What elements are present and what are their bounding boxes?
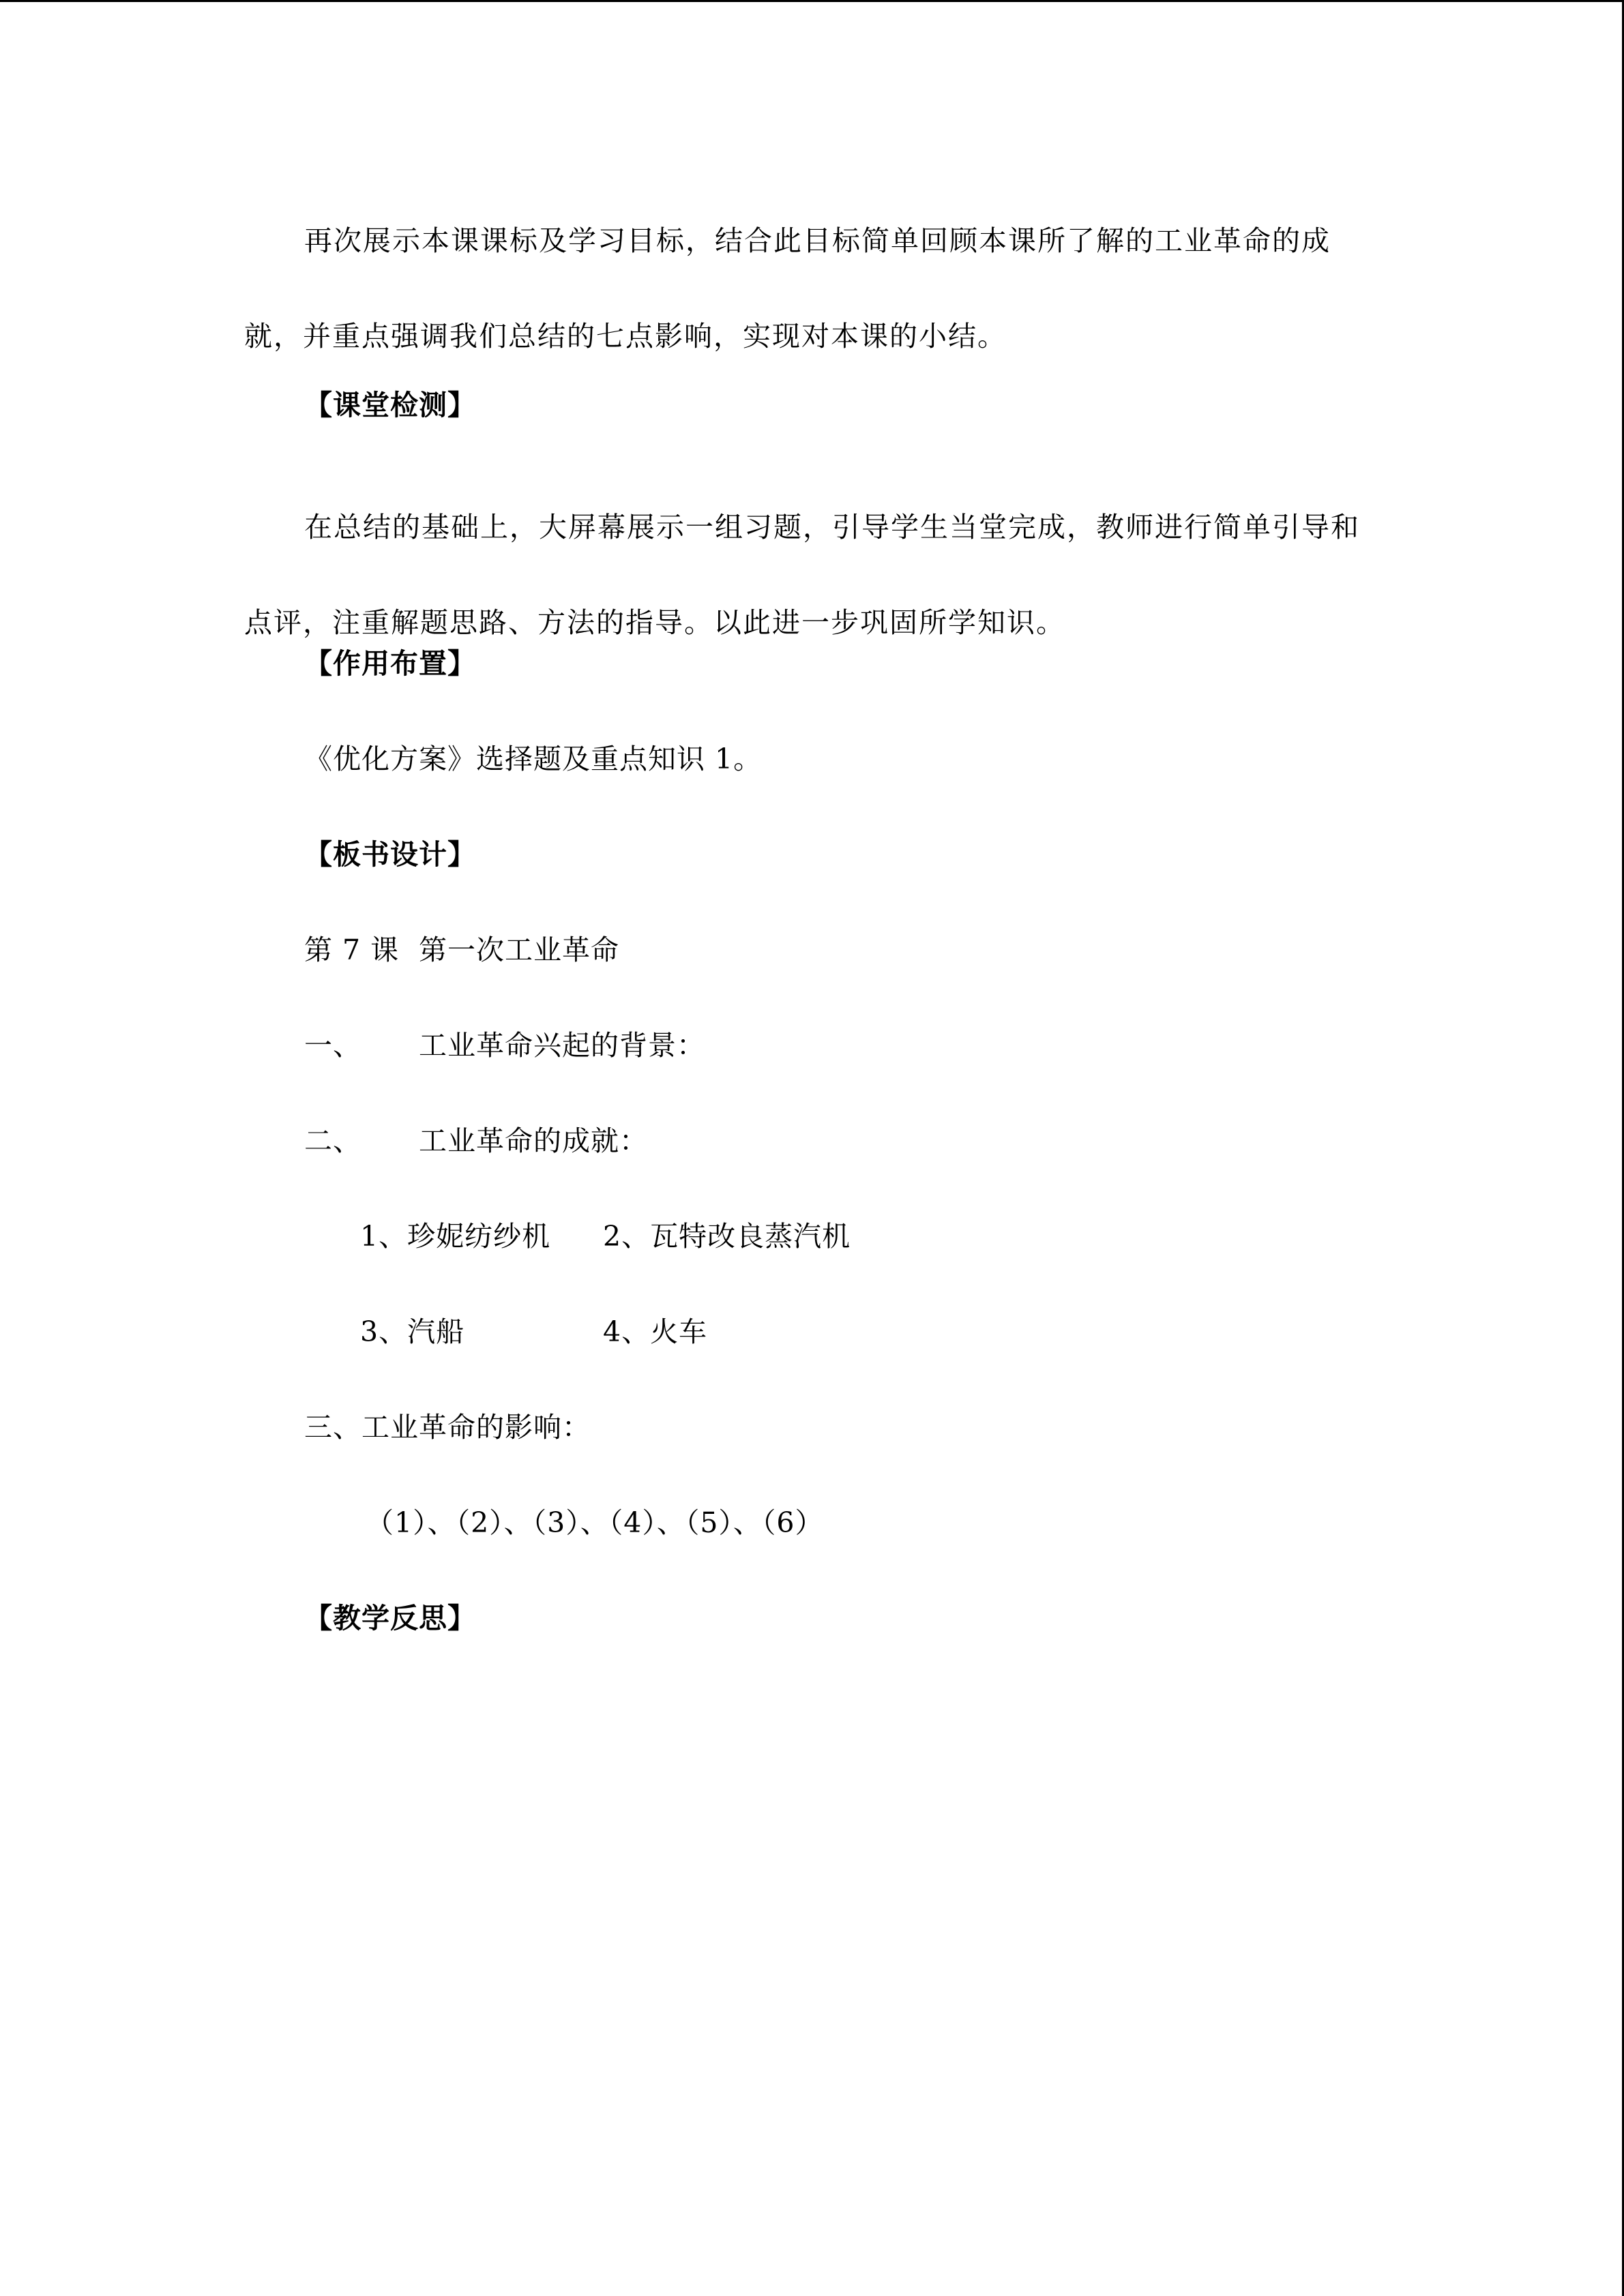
outline-number-1: 一、 xyxy=(304,1029,361,1062)
section-heading-check: 【课堂检测】 xyxy=(304,389,476,421)
section-heading-board: 【板书设计】 xyxy=(304,838,476,871)
achievement-item-4: 4、火车 xyxy=(603,1315,708,1348)
effects-list: （1）、（2）、（3）、（4）、（5）、（6） xyxy=(366,1506,824,1539)
achievement-item-1: 1、珍妮纺纱机 xyxy=(360,1220,551,1253)
outline-text-3: 三、工业革命的影响： xyxy=(304,1411,591,1444)
achievement-item-2: 2、瓦特改良蒸汽机 xyxy=(603,1220,851,1253)
section-heading-reflection: 【教学反思】 xyxy=(304,1602,476,1635)
lesson-title: 第一次工业革命 xyxy=(419,934,619,966)
lesson-number: 第 7 课 xyxy=(304,934,400,966)
outline-number-2: 二、 xyxy=(304,1124,361,1157)
outline-text-2: 工业革命的成就： xyxy=(419,1124,648,1157)
homework-text: 《优化方案》选择题及重点知识 1。 xyxy=(304,743,763,775)
summary-paragraph: 再次展示本课课标及学习目标，结合此目标简单回顾本课所了解的工业革命的成就，并重点强调我们总结的七点影响，实现对本课的小结。 xyxy=(244,224,1331,353)
check-paragraph: 在总结的基础上，大屏幕展示一组习题，引导学生当堂完成，教师进行简单引导和点评，注重解题思路、方法的指导。以此进一步巩固所学知识。 xyxy=(244,511,1360,639)
section-heading-homework: 【作用布置】 xyxy=(304,647,476,680)
achievement-item-3: 3、汽船 xyxy=(360,1315,465,1348)
outline-text-1: 工业革命兴起的背景： xyxy=(419,1029,705,1062)
